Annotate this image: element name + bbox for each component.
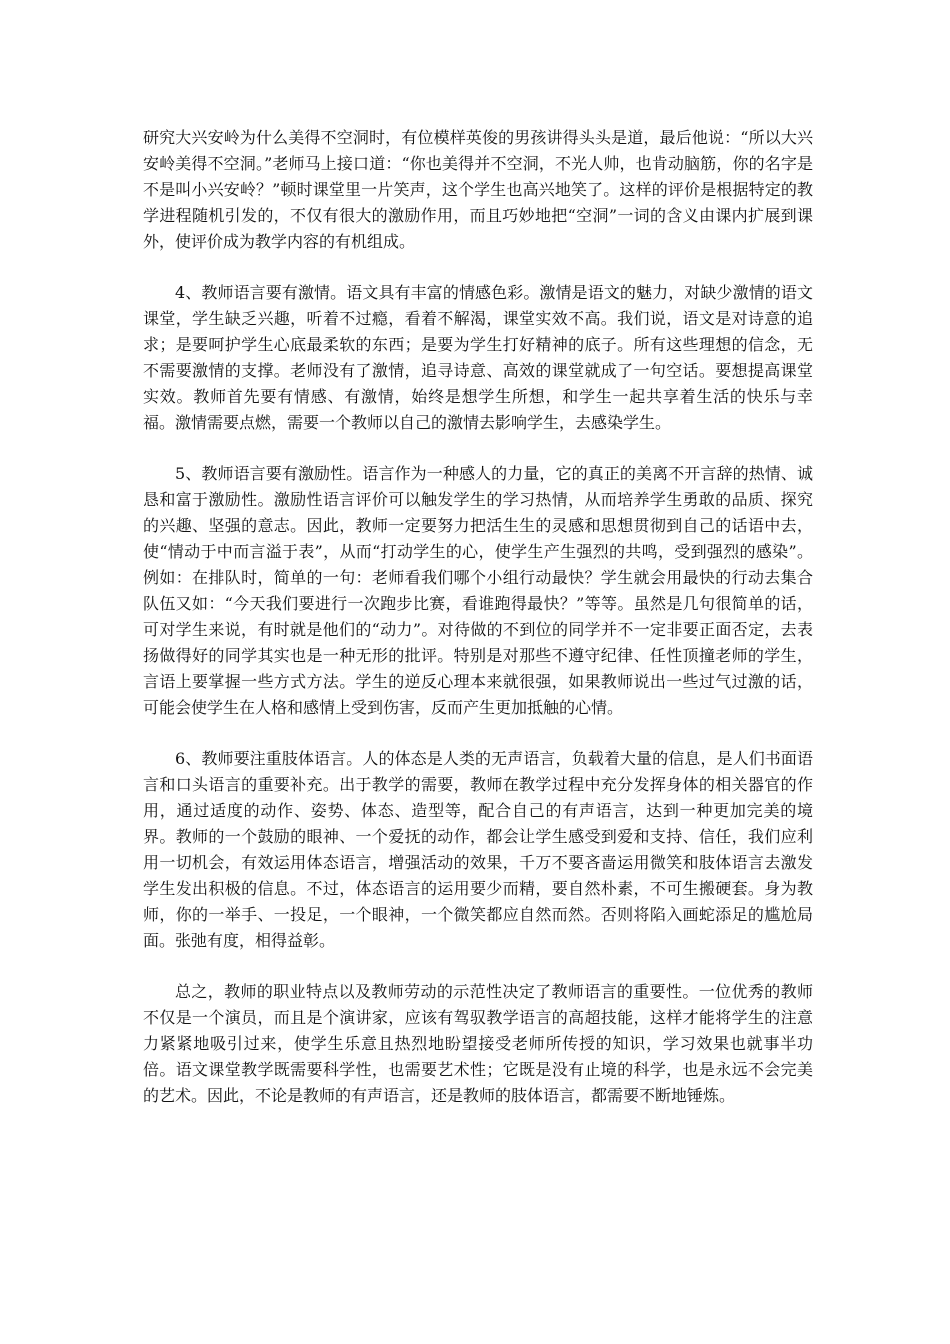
- paragraph-point-5: 5、教师语言要有激励性。语言作为一种感人的力量，它的真正的美离不开言辞的热情、诚恳和富于激励性。激励性语言评价可以触发学生的学习热情，从而培养学生勇敢的品质、探究的兴趣、坚强的意志。因此，教师一定要努力把活生生的灵感和思想贯彻到自己的话语中去，使“情动于中而言溢于表”，从而“打动学生的心，使学生产生强烈的共鸣，受到强烈的感染”。例如：在排队时，简单的一句：老师看我们哪个小组行动最快？学生就会用最快的行动去集合队伍又如：“今天我们要进行一次跑步比赛，看谁跑得最快？”等等。虽然是几句很简单的话，可对学生来说，有时就是他们的“动力”。对待做的不到位的同学并不一定非要正面否定，去表扬做得好的同学其实也是一种无形的批评。特别是对那些不遵守纪律、任性顶撞老师的学生，言语上要掌握一些方式方法。学生的逆反心理本来就很强，如果教师说出一些过气过激的话，可能会使学生在人格和感情上受到伤害，反而产生更加抵触的心情。: [143, 464, 813, 717]
- paragraph-point-6: 6、教师要注重肢体语言。人的体态是人类的无声语言，负载着大量的信息，是人们书面语言和口头语言的重要补充。出于教学的需要，教师在教学过程中充分发挥身体的相关器官的作用，通过适度的动作、姿势、体态、造型等，配合自己的有声语言，达到一种更加完美的境界。教师的一个鼓励的眼神、一个爱抚的动作，都会让学生感受到爱和支持、信任，我们应利用一切机会，有效运用体态语言，增强活动的效果，千万不要吝啬运用微笑和肢体语言去激发学生发出积极的信息。不过，体态语言的运用要少而精，要自然朴素，不可生搬硬套。身为教师，你的一举手、一投足，一个眼神，一个微笑都应自然而然。否则将陷入画蛇添足的尴尬局面。张弛有度，相得益彰。: [143, 749, 813, 950]
- paragraph-conclusion: 总之，教师的职业特点以及教师劳动的示范性决定了教师语言的重要性。一位优秀的教师不仅是一个演员，而且是个演讲家，应该有驾驭教学语言的高超技能，这样才能将学生的注意力紧紧地吸引过来，使学生乐意且热烈地盼望接受老师所传授的知识，学习效果也就事半功倍。语文课堂教学既需要科学性，也需要艺术性；它既是没有止境的科学，也是永远不会完美的艺术。因此，不论是教师的有声语言，还是教师的肢体语言，都需要不断地锤炼。: [143, 982, 813, 1105]
- paragraph-point-4: 4、教师语言要有激情。语文具有丰富的情感色彩。激情是语文的魅力，对缺少激情的语文课堂，学生缺乏兴趣，听着不过瘾，看着不解渴，课堂实效不高。我们说，语文是对诗意的追求；是要呵护学生心底最柔软的东西；是要为学生打好精神的底子。所有这些理想的信念，无不需要激情的支撑。老师没有了激情，追寻诗意、高效的课堂就成了一句空话。要想提高课堂实效。教师首先要有情感、有激情，始终是想学生所想，和学生一起共享着生活的快乐与幸福。激情需要点燃，需要一个教师以自己的激情去影响学生，去感染学生。: [143, 283, 813, 432]
- document-body: [143, 125, 813, 1134]
- paragraph-continuation: 研究大兴安岭为什么美得不空洞时，有位模样英俊的男孩讲得头头是道，最后他说：“所以大兴安岭美得不空洞。”老师马上接口道：“你也美得并不空洞，不光人帅，也肯动脑筋，你的名字是不是叫小兴安岭？”顿时课堂里一片笑声，这个学生也高兴地笑了。这样的评价是根据特定的教学进程随机引发的，不仅有很大的激励作用，而且巧妙地把“空洞”一词的含义由课内扩展到课外，使评价成为教学内容的有机组成。: [143, 128, 813, 251]
